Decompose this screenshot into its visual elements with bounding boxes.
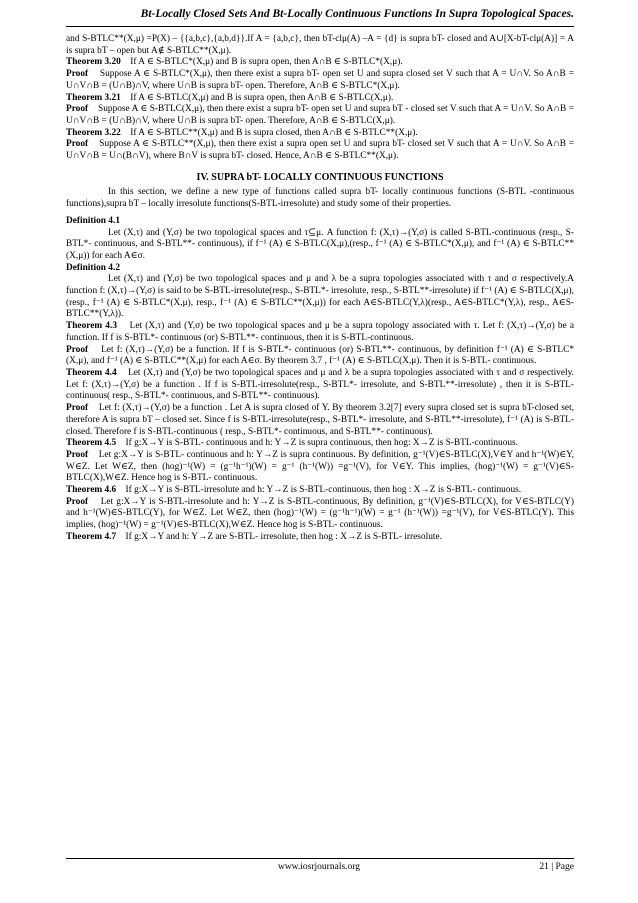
block-label: Theorem 4.6 xyxy=(66,485,117,496)
block-text: Let f: (X,τ)→(Y,σ) be a function . Let A is supra closed of Y. By theorem 3.2[7] every supra closed set is supra bT-closed set, therefore A is supra bT – closed set. Since f is S-BTL-irresolute(resp., S-BTL*- irresolute, and S-BTL**-irresolute), f⁻¹ (A) is S-BTL-closed. Therefore f is S-BTL-continuous ( resp., S-BTL*- continuous, and S-BTL**- continuous). xyxy=(66,403,574,437)
section-intro: In this section, we define a new type of functions called supra bT- locally continuous functions (S-BTL -continuous functions),supra bT – locally irresolute functions(S-BTL-irresolute) and study some of their properties. xyxy=(66,187,574,210)
block-label: Definition 4.1 xyxy=(66,215,120,226)
running-header: Bt-Locally Closed Sets And Bt-Locally Continuous Functions In Supra Topological Spaces. xyxy=(140,8,574,20)
block-label: Theorem 4.7 xyxy=(66,531,117,542)
theorem-paragraph xyxy=(66,57,574,69)
proof-paragraph xyxy=(66,139,574,162)
body-paragraph xyxy=(66,34,574,57)
theorem-paragraph xyxy=(66,532,574,544)
block-text: If g:X→Y is S-BTL-irresolute and h: Y→Z is S-BTL-continuous, then hog : X→Z is S-BTL- continuous. xyxy=(125,485,522,496)
block-text: If g:X→Y and h: Y→Z are S-BTL- irresolute, then hog : X→Z is S-BTL- irresolute. xyxy=(125,531,442,542)
header-rule xyxy=(66,26,574,27)
definition-paragraph xyxy=(66,216,574,228)
block-label: Theorem 4.5 xyxy=(66,438,117,449)
theorem-paragraph xyxy=(66,485,574,497)
block-label: Proof xyxy=(66,496,89,507)
block-label: Theorem 3.22 xyxy=(66,127,121,138)
block-text: Let (X,τ) and (Y,σ) be two topological spaces and μ be a supra topology associated with τ. Let f: (X,τ)→(Y,σ) be a function. If f is S-BTL*- continuous (or) S-BTL**- continuous, then it is S-BTL-continuous. xyxy=(66,321,574,343)
proof-paragraph xyxy=(66,69,574,92)
block-text: If A ∈ S-BTLC*(X,μ) and B is supra open, then A∩B ∈ S-BTLC*(X,μ). xyxy=(130,57,403,68)
block-text: If A ∈ S-BTLC**(X,μ) and B is supra closed, then A∩B ∈ S-BTLC**(X,μ). xyxy=(130,127,418,138)
block-text: Let g:X→Y is S-BTL-irresolute and h: Y→Z is S-BTL-continuous, By definition, g⁻¹(V)∈S-BTLC(X), for V∈S-BTLC(Y) and h⁻¹(W)∈S-BTLC(Y), for W∈Z. Let W∈Z, then (hog)⁻¹(W) = (g⁻¹h⁻¹)(W) = g⁻¹ (h⁻¹(W)) =g⁻¹(V), for V∈S-BTLC(Y). This implies, (hog)⁻¹(W) = g⁻¹(V)∈S-BTLC(X),W∈Z. Hence hog is S-BTL- continuous. xyxy=(66,496,575,531)
block-label: Theorem 4.4 xyxy=(66,367,117,378)
block-text: Suppose A ∈ S-BTLC*(X,μ), then there exist a supra bT- open set U and supra closed set V such that A = U∩V. So A∩B = U∩V∩B = (U∩B)∩V, where U∩B is supra bT- open. Therefore, A∩B ∈ S-BTLC*(X,μ). xyxy=(66,69,574,91)
body-paragraph xyxy=(66,228,574,263)
page-body xyxy=(66,34,574,544)
block-text: Let g:X→Y is S-BTL- continuous and h: Y→Z is supra continuous. By definition, g⁻¹(V)∈S-BTLC(X),V∈Y and h⁻¹(W)∈Y, W∈Z. Let W∈Z, then (hog)⁻¹(W) = (g⁻¹h⁻¹)(W) = g⁻¹ (h⁻¹(W)) =g⁻¹(V), for V∈Y. This implies, (hog)⁻¹(W) = g⁻¹(V)∈S-BTLC(X),W∈Z. Hence hog is S-BTL- continuous. xyxy=(66,449,574,484)
block-text: Suppose A ∈ S-BTLC**(X,μ), then there exist a supra open set U and supra bT- closed set V such that A = U∩V. So A∩B = U∩V∩B = U∩(B∩V), where B∩V is supra bT- closed. Hence, A∩B ∈ S-BTLC**(X,μ). xyxy=(66,139,574,162)
proof-paragraph xyxy=(66,403,574,438)
block-label: Proof xyxy=(66,69,89,80)
block-text: Let (X,τ) and (Y,σ) be two topological spaces and μ and λ be a supra topologies associated with τ and σ respectively. Let f: (X,τ)→(Y,σ) be a function . If f is S-BTL-irresolute(resp., S-BTL*- irresolute, and S-BTL**-irresolute) , then it is S-BTL- continuous( resp., S-BTL*- continuous, and S-BTL**- continuous). xyxy=(66,367,574,402)
block-label: Proof xyxy=(66,104,89,115)
definition-paragraph xyxy=(66,263,574,275)
theorem-paragraph xyxy=(66,321,574,344)
proof-paragraph xyxy=(66,450,574,485)
theorem-paragraph xyxy=(66,438,574,450)
definition-blocks xyxy=(66,216,574,544)
block-text: If g:X→Y is S-BTL- continuous and h: Y→Z is supra continuous, then hog: X→Z is S-BTL-continuous. xyxy=(125,438,519,449)
theorem-blocks xyxy=(66,34,574,163)
proof-paragraph xyxy=(66,345,574,368)
block-text: If A ∈ S-BTLC(X,μ) and B is supra open, then A∩B ∈ S-BTLC(X,μ). xyxy=(130,92,394,103)
block-label: Theorem 3.20 xyxy=(66,57,121,68)
block-text: Suppose A ∈ S-BTLC(X,μ), then there exist a supra bT- open set U and supra bT - closed set V such that A = U∩V. So A∩B = U∩V∩B = (U∩B)∩V, where U∩B is supra bT- open. Therefore, A∩B ∈ S-BTLC(X,μ). xyxy=(66,104,575,126)
block-label: Theorem 4.3 xyxy=(66,321,117,332)
theorem-paragraph xyxy=(66,128,574,140)
theorem-paragraph xyxy=(66,93,574,105)
footer-page-number: 21 | Page xyxy=(539,862,574,872)
block-text: and S-BTLC**(X,μ) =P(X) – {{a,b,c},{a,b,d}}.If A = {a,b,c}, then bT-clμ(A) –A = {d} is supra bT- closed and A∪[X-bT-clμ(A)] = A is supra bT – open but A∉ S-BTLC**(X,μ). xyxy=(66,34,574,56)
block-label: Proof xyxy=(66,449,89,460)
section-title: IV. SUPRA bT- LOCALLY CONTINUOUS FUNCTIONS xyxy=(196,171,444,183)
block-label: Proof xyxy=(66,344,89,355)
block-label: Proof xyxy=(66,403,89,414)
body-paragraph xyxy=(66,274,574,321)
block-label: Proof xyxy=(66,139,89,150)
proof-paragraph xyxy=(66,497,574,532)
footer-url: www.iosrjournals.org xyxy=(277,862,361,872)
proof-paragraph xyxy=(66,104,574,127)
block-text: Let f: (X,τ)→(Y,σ) be a function. If f is S-BTL*- continuous (or) S-BTL**- continuous, by definition f⁻¹ (A) ∈ S-BTLC*(X,μ), and f⁻¹ (A) ∈ S-BTLC**(X,μ) for each A∈σ. By theorem 3.7 , f⁻¹ (A) ∈ S-BTLC(X,μ). Then it is S-BTL- continuous. xyxy=(66,344,574,367)
theorem-paragraph xyxy=(66,368,574,403)
block-text: Let (X,τ) and (Y,σ) be two topological spaces and τ⊆μ. A function f: (X,τ)→(Y,σ) is called S-BTL-continuous (resp., S-BTL*- continuous, and S-BTL**- continuous), if f⁻¹ (A) ∈ S-BTLC(X,μ),(resp., f⁻¹ (A) ∈ S-BTLC*(X,μ), and f⁻¹ (A) ∈ S-BTLC**(X,μ)) for each A∈σ. xyxy=(66,227,574,261)
block-label: Theorem 3.21 xyxy=(66,92,121,103)
footer-rule xyxy=(66,858,574,859)
block-text: Let (X,τ) and (Y,σ) be two topological spaces and μ and λ be a supra topologies associated with τ and σ respectively.A function f: (X,τ)→(Y,σ) is said to be S-BTL-irresolute(resp., S-BTL*- irresolute, resp., S-BTL**-irresolute) if f⁻¹ (A) ∈ S-BTLC(X,μ),(resp., f⁻¹ (A) ∈ S-BTLC*(X,μ), resp., f⁻¹ (A) ∈ S-BTLC**(X,μ)) for each A∈S-BTLC(Y,λ)(resp., A∈S-BTLC*(Y,λ), resp., A∈S-BTLC**(Y,λ)). xyxy=(66,274,574,320)
block-label: Definition 4.2 xyxy=(66,262,120,273)
